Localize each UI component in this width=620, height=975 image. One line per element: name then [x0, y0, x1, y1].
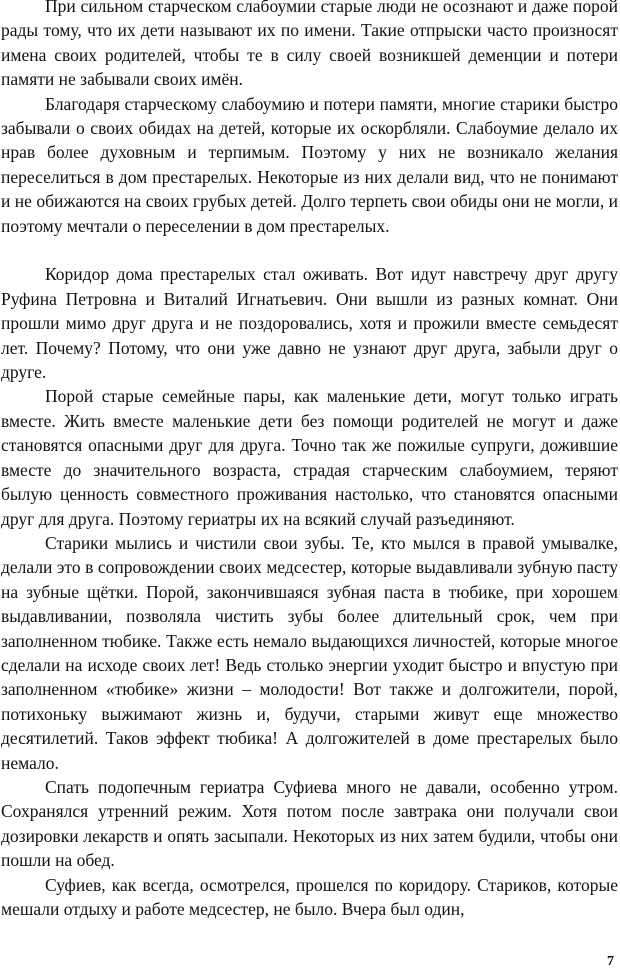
page-number: 7 — [607, 954, 614, 969]
paragraph-7: Суфиев, как всегда, осмотрелся, прошелся по коридору. Стариков, которые мешали отдыху и работе медсестер, не было. Вчера был один, — [1, 874, 618, 920]
paragraph-6: Спать подопечным гериатра Суфиева много не давали, особенно утром. Сохранялся утренний режим. Хотя потом после завтрака они получали свои дозировки лекарств и опять засыпали. Некоторых из них затем будили, чтобы они пошли на обед. — [1, 776, 618, 871]
paragraph-1: При сильном старческом слабоумии старые люди не осознают и даже порой рады тому, что их дети называют их по имени. Такие отпрыски часто произносят имена своих родителей, чтобы те в силу своей возникшей деменции и потери памяти не забывали своих имён. — [1, 0, 618, 90]
paragraph-4: Порой старые семейные пары, как маленькие дети, могут только играть вместе. Жить вместе маленькие дети без помощи родителей не могут и даже становятся опасными друг для друга. Точно так же пожилые супруги, дожившие вместе до значительного возраста, страдая старческим слабоумием, теряют былую ценность совместного проживания настолько, что становятся опасными друг для друга. Поэтому гериатры их на всякий случай разъединяют. — [1, 386, 618, 529]
paragraph-3: Коридор дома престарелых стал оживать. Вот идут навстречу друг другу Руфина Петровна и Виталий Игнатьевич. Они вышли из разных комнат. Они прошли мимо друг друга и не поздоровались, хотя и прожили вместе семьдесят лет. Почему? Потому, что они уже давно не узнают друг друга, забыли друг о друге. — [1, 264, 618, 383]
paragraph-2: Благодаря старческому слабоумию и потери памяти, многие старики быстро забывали о своих обидах на детей, которые их оскорбляли. Слабоумие делало их нрав более духовным и терпимым. Поэтому у них не возникало желания переселиться в дом престарелых. Некоторые из них делали вид, что не понимают и не обижаются на своих грубых детей. Долго терпеть свои обиды они не могли, и поэтому мечтали о переселении в дом престарелых. — [1, 93, 618, 236]
body-text — [1, 0, 618, 921]
paragraph-5: Старики мылись и чистили свои зубы. Те, кто мылся в правой умывалке, делали это в сопровождении своих медсестер, которые выдавливали зубную пасту на зубные щётки. Порой, закончившаяся зубная паста в тюбике, при хорошем выдавливании, позволяла чистить зубы более длительный срок, чем при заполненном тюбике. Также есть немало выдающихся личностей, которые многое сделали на исходе своих лет! Ведь столько энергии уходит быстро и впустую при заполненном «тюбике» жизни – молодости! Вот также и долгожители, порой, потихоньку выжимают жизнь и, будучи, старыми живут еще множество десятилетий. Таков эффект тюбика! А долгожителей в доме престарелых было немало. — [1, 532, 618, 773]
